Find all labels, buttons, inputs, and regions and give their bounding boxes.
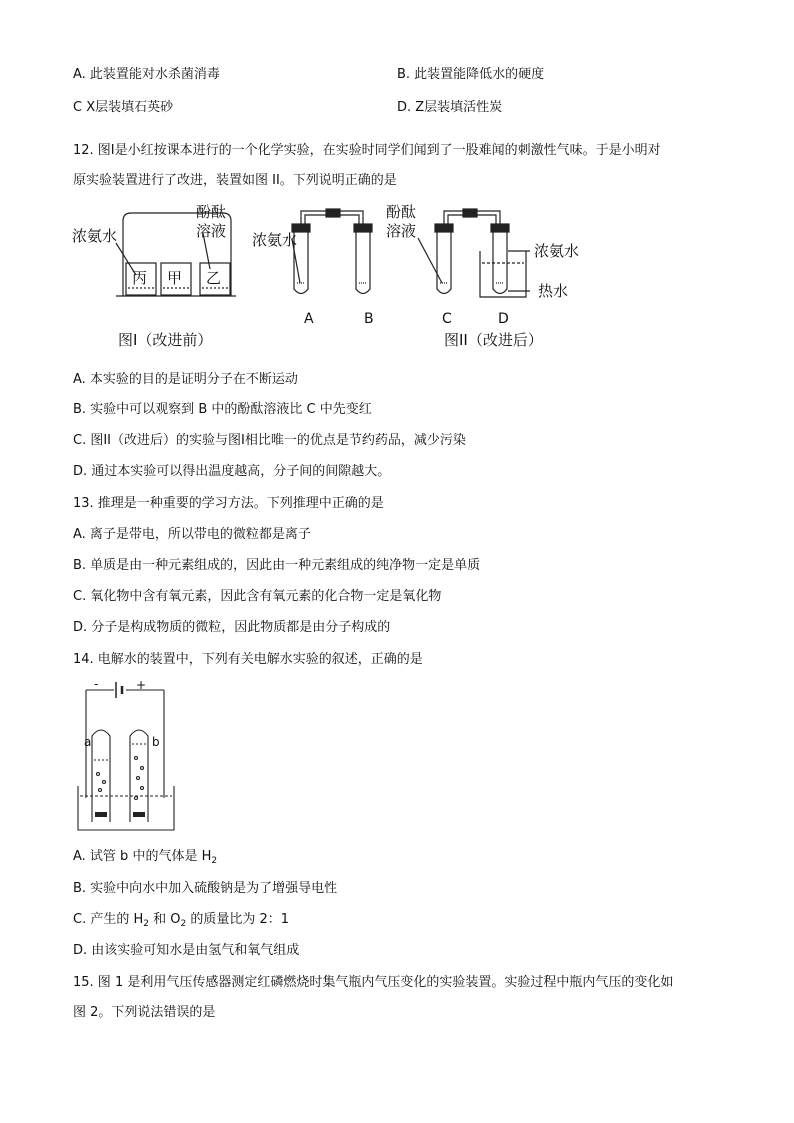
tube-a-label: a <box>84 735 92 749</box>
q11-option-d: D. Z层装填活性炭 <box>397 100 503 115</box>
q13-option-d: D. 分子是构成物质的微粒，因此物质都是由分子构成的 <box>73 620 391 635</box>
fig2-hot-water-label: 热水 <box>538 282 569 300</box>
q15-stem-line2: 图 2。下列说法错误的是 <box>73 1005 216 1020</box>
fig2-phenol-label-1: 酚酞 <box>386 203 417 221</box>
q14-option-c-sub1: 2 <box>143 919 149 929</box>
q14-option-d: D. 由该实验可知水是由氢气和氧气组成 <box>73 943 300 958</box>
q11-option-b: B. 此装置能降低水的硬度 <box>397 67 545 82</box>
fig1-caption: 图Ⅰ（改进前） <box>118 331 213 349</box>
q14-option-c-part3: 的质量比为 2：1 <box>186 912 290 927</box>
q13-option-a: A. 离子是带电，所以带电的微粒都是离子 <box>73 527 311 542</box>
fig2-tube-c-label: C <box>442 311 452 327</box>
q14-electrolysis-figure <box>76 678 176 834</box>
fig1-beaker-yi: 乙 <box>206 269 222 287</box>
q14-option-a-subscript: 2 <box>211 856 218 866</box>
fig1-phenol-label-1: 酚酞 <box>196 203 227 221</box>
q14-stem: 14. 电解水的装置中，下列有关电解水实验的叙述，正确的是 <box>73 652 423 667</box>
q15-stem-line1: 15. 图 1 是利用气压传感器测定红磷燃烧时集气瓶内气压变化的实验装置。实验过程中瓶内气压的变化如 <box>73 975 674 990</box>
q14-option-b: B. 实验中向水中加入硫酸钠是为了增强导电性 <box>73 881 338 896</box>
fig2-ammonia-left-label: 浓氨水 <box>252 231 298 249</box>
q11-option-a: A. 此装置能对水杀菌消毒 <box>73 67 220 82</box>
q12-stem-line1: 12. 图Ⅰ是小红按课本进行的一个化学实验，在实验时同学们闻到了一股难闻的刺激性气味。于是小明对 <box>73 143 661 158</box>
q12-option-a: A. 本实验的目的是证明分子在不断运动 <box>73 372 298 387</box>
q14-option-c-sub2: 2 <box>180 919 187 929</box>
fig2-phenol-label-2: 溶液 <box>386 222 417 240</box>
q12-figure <box>68 203 588 355</box>
battery-minus-label: - <box>94 678 99 691</box>
q14-option-a <box>73 848 217 870</box>
q14-option-c-part1: C. 产生的 H <box>73 912 144 927</box>
fig1-ammonia-label: 浓氨水 <box>72 227 118 245</box>
q12-option-d: D. 通过本实验可以得出温度越高，分子间的间隙越大。 <box>73 464 391 479</box>
fig2-ammonia-right-label: 浓氨水 <box>534 242 580 260</box>
q12-option-c: C. 图II（改进后）的实验与图Ⅰ相比唯一的优点是节约药品，减少污染 <box>73 433 466 448</box>
tube-b-label: b <box>152 735 160 749</box>
q14-option-c-part2: 和 O <box>148 912 181 927</box>
q12-option-b: B. 实验中可以观察到 B 中的酚酞溶液比 C 中先变红 <box>73 402 372 417</box>
q11-option-c: C X层装填石英砂 <box>73 100 174 115</box>
fig1-beaker-jia: 甲 <box>167 269 183 287</box>
q14-option-c <box>73 911 289 933</box>
q13-option-b: B. 单质是由一种元素组成的，因此由一种元素组成的纯净物一定是单质 <box>73 558 481 573</box>
fig2-tube-d-label: D <box>498 311 509 327</box>
fig2-caption: 图II（改进后） <box>444 331 543 349</box>
fig1-phenol-label-2: 溶液 <box>196 222 227 240</box>
q13-option-c: C. 氧化物中含有氧元素，因此含有氧元素的化合物一定是氧化物 <box>73 589 442 604</box>
battery-plus-label: + <box>136 678 147 692</box>
fig1-beaker-bing: 丙 <box>132 269 148 287</box>
fig2-tube-b-label: B <box>364 311 374 327</box>
q13-stem: 13. 推理是一种重要的学习方法。下列推理中正确的是 <box>73 496 384 511</box>
fig2-tube-a-label: A <box>304 311 314 327</box>
q14-option-a-text: A. 试管 b 中的气体是 H <box>73 849 212 864</box>
q12-stem-line2: 原实验装置进行了改进，装置如图 II。下列说明正确的是 <box>73 173 397 188</box>
